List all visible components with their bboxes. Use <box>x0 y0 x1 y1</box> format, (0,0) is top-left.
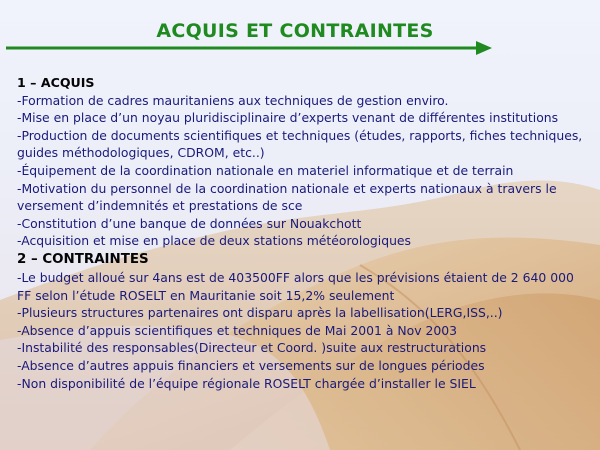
slide-body <box>17 74 587 392</box>
list-item: -Formation de cadres mauritaniens aux techniques de gestion enviro. <box>17 92 449 108</box>
right-arrow-icon <box>6 40 492 56</box>
section-heading-acquis: 1 – ACQUIS <box>17 75 95 90</box>
list-item: -Mise en place d’un noyau pluridisciplinaire d’experts venant de différentes institutions <box>17 110 559 126</box>
list-item: -Absence d’autres appuis financiers et versements sur de longues périodes <box>17 357 485 373</box>
list-item: -Absence d’appuis scientifiques et techniques de Mai 2001 à Nov 2003 <box>17 322 458 338</box>
list-item: -Acquisition et mise en place de deux stations météorologiques <box>17 233 412 249</box>
list-item: -Instabilité des responsables(Directeur et Coord. )suite aux restructurations <box>17 340 487 356</box>
list-item: -Non disponibilité de l’équipe régionale ROSELT chargée d’installer le SIEL <box>17 375 476 391</box>
list-item: -Constitution d’une banque de données sur Nouakchott <box>17 215 362 231</box>
list-item: -Plusieurs structures partenaires ont disparu après la labellisation(LERG,ISS,..) <box>17 305 503 321</box>
list-item: -Équipement de la coordination nationale en materiel informatique et de terrain <box>17 162 514 178</box>
slide-title: ACQUIS ET CONTRAINTES <box>156 20 434 42</box>
list-item: -Motivation du personnel de la coordination nationale et experts nationaux à travers le versement d’indemnités et prestations de sce <box>17 180 557 214</box>
list-item: -Production de documents scientifiques et techniques (études, rapports, fiches techniques, guides méthodologiques, CDROM, etc..) <box>17 127 583 161</box>
list-item: -Le budget alloué sur 4ans est de 403500FF alors que les prévisions étaient de 2 640 000 FF selon l’étude ROSELT en Mauritanie soit 15,2% seulement <box>17 269 574 303</box>
section-heading-contraintes: 2 – CONTRAINTES <box>17 251 149 267</box>
